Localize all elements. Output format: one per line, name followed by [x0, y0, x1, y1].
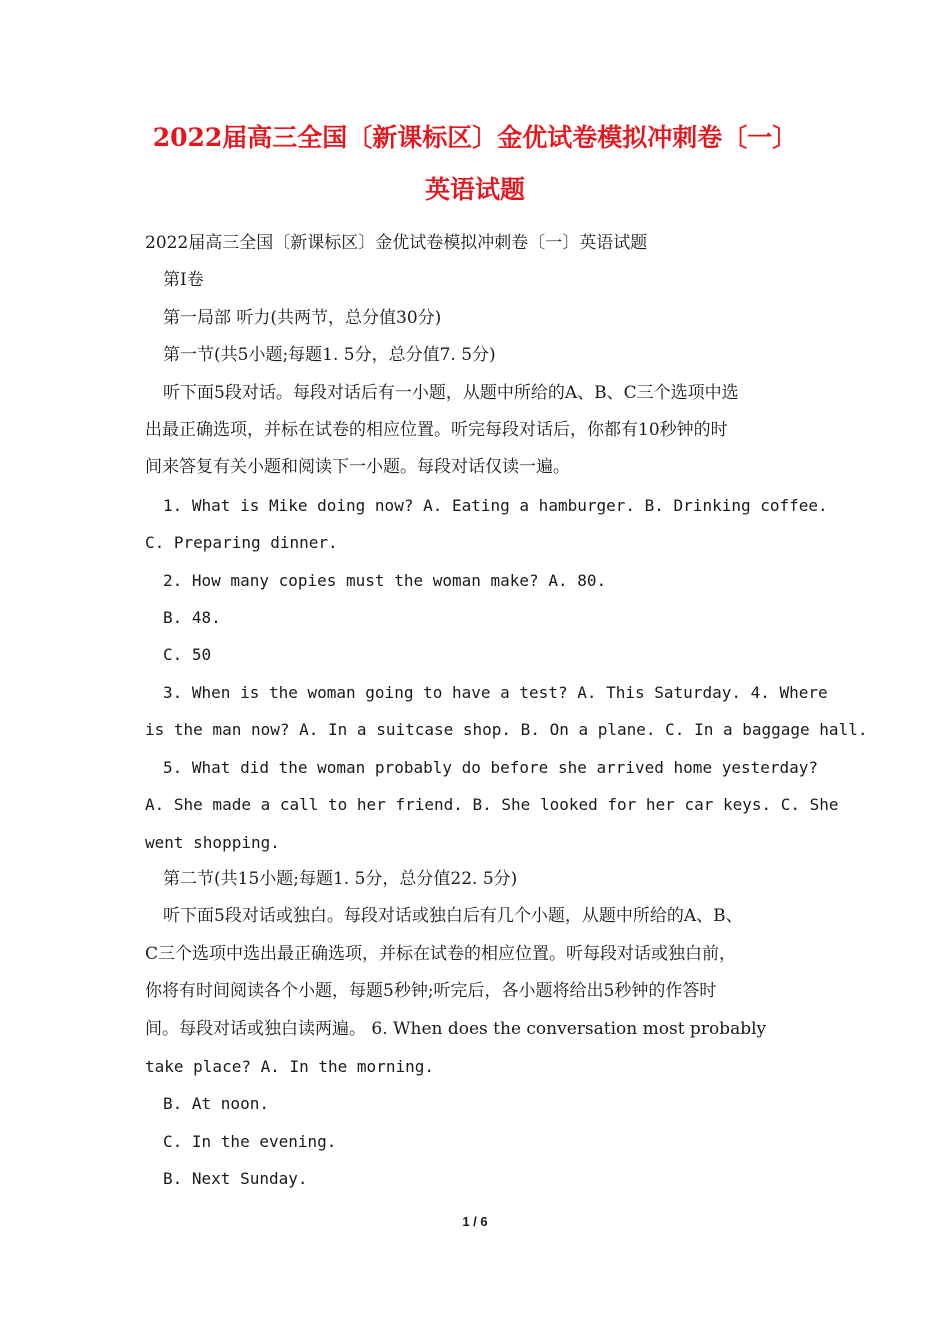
text-line: 听下面5段对话。每段对话后有一小题，从题中所给的A、B、C三个选项中选: [163, 382, 739, 403]
document-subtitle: 英语试题: [424, 175, 525, 204]
text-line: 第一局部 听力(共两节，总分值30分): [163, 307, 442, 328]
text-line: 间。每段对话或独白读两遍。 6. When does the conversation most probably: [145, 1018, 767, 1039]
text-line: 听下面5段对话或独白。每段对话或独白后有几个小题，从题中所给的A、B、: [163, 906, 743, 927]
text-line: went shopping.: [145, 832, 280, 852]
text-line: 间来答复有关小题和阅读下一小题。每段对话仅读一遍。: [145, 457, 570, 478]
text-line: C三个选项中选出最正确选项，并标在试卷的相应位置。听每段对话或独白前，: [145, 943, 737, 964]
text-line: 第I卷: [163, 270, 204, 291]
text-line: C. Preparing dinner.: [145, 533, 338, 553]
page-indicator: 1 / 6: [462, 1214, 488, 1229]
text-line: B. At noon.: [163, 1094, 269, 1114]
text-line: 1. What is Mike doing now? A. Eating a hamburger. B. Drinking coffee.: [163, 495, 828, 515]
text-line: 3. When is the woman going to have a test? A. This Saturday. 4. Where: [163, 682, 828, 702]
text-line: 5. What did the woman probably do before she arrived home yesterday?: [163, 757, 819, 777]
text-line: C. 50: [163, 645, 212, 665]
text-line: 第二节(共15小题;每题1. 5分，总分值22. 5分): [163, 868, 518, 889]
text-line: 2022届高三全国〔新课标区〕金优试卷模拟冲刺卷〔一〕英语试题: [145, 233, 648, 253]
text-line: 第一节(共5小题;每题1. 5分，总分值7. 5分): [163, 345, 496, 366]
text-line: take place? A. In the morning.: [145, 1056, 434, 1076]
text-line: A. She made a call to her friend. B. She looked for her car keys. C. She: [145, 795, 839, 815]
text-line: B. 48.: [163, 608, 221, 628]
text-line: 2. How many copies must the woman make? A. 80.: [163, 570, 607, 590]
text-line: 出最正确选项，并标在试卷的相应位置。听完每段对话后，你都有10秒钟的时: [145, 420, 728, 441]
document-body: [145, 225, 868, 1198]
text-line: C. In the evening.: [163, 1131, 337, 1151]
document-title: 2022届高三全国〔新课标区〕金优试卷模拟冲刺卷〔一〕: [152, 123, 798, 152]
text-line: is the man now? A. In a suitcase shop. B. On a plane. C. In a baggage hall.: [145, 720, 868, 740]
text-line: B. Next Sunday.: [163, 1169, 308, 1189]
text-line: 你将有时间阅读各个小题，每题5秒钟;听完后，各小题将给出5秒钟的作答时: [145, 981, 717, 1002]
